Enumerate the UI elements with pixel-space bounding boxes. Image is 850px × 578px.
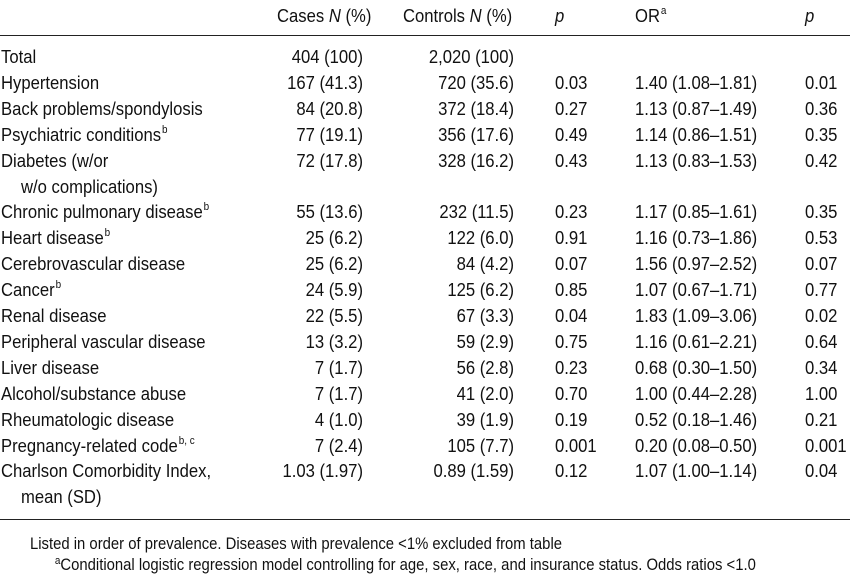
controls-cell: 720 (35.6) [438,71,514,93]
cases-cell: 24 (5.9) [305,279,363,301]
odds-ratio-cell: 1.16 (0.73–1.86) [635,227,758,249]
adjusted-p-value-cell: 0.02 [805,305,838,326]
adjusted-p-value-cell: 0.01 [805,71,838,93]
adjusted-p-value-cell: 0.42 [805,149,838,171]
adjusted-p-value-cell: 0.34 [805,356,838,378]
row-label: Liver disease [1,356,100,378]
row-label: Rheumatologic disease [1,408,175,430]
cases-cell: 1.03 (1.97) [282,460,363,482]
controls-cell: 39 (1.9) [456,408,514,430]
odds-ratio-cell: 1.83 (1.09–3.06) [635,305,758,326]
adjusted-p-value-cell: 0.77 [805,279,838,301]
odds-ratio-cell: 0.52 (0.18–1.46) [635,408,758,430]
cases-cell: 4 (1.0) [314,408,363,430]
controls-cell: 67 (3.3) [456,305,514,326]
odds-ratio-cell: 0.68 (0.30–1.50) [635,356,758,378]
controls-cell: 41 (2.0) [456,382,514,404]
p-value-cell: 0.001 [555,434,597,456]
odds-ratio-cell: 1.07 (1.00–1.14) [635,460,758,482]
p-value-cell: 0.85 [555,279,588,301]
p-value-cell: 0.49 [555,123,588,145]
adjusted-p-value-cell: 0.21 [805,408,838,430]
header-cases: Cases N (%) [277,5,372,26]
cases-cell: 167 (41.3) [287,71,363,93]
row-label: Heart disease$^b$ [1,227,111,249]
odds-ratio-cell: 0.20 (0.08–0.50) [635,434,758,456]
p-value-cell: 0.23 [555,201,588,223]
cases-cell: 77 (19.1) [296,123,363,145]
cases-cell: 404 (100) [291,46,363,67]
row-label: mean (SD) [21,486,102,508]
row-label: Total [1,46,37,67]
controls-cell: 59 (2.9) [456,330,514,352]
controls-cell: 56 (2.8) [456,356,514,378]
odds-ratio-cell: 1.13 (0.87–1.49) [635,97,758,119]
p-value-cell: 0.23 [555,356,588,378]
row-label: Renal disease [1,305,107,326]
odds-ratio-cell: 1.14 (0.86–1.51) [635,123,758,145]
controls-cell: 84 (4.2) [456,253,514,275]
adjusted-p-value-cell: 0.04 [805,460,838,482]
controls-cell: 232 (11.5) [439,201,514,223]
cases-cell: 13 (3.2) [305,330,363,352]
footnote-marker: b [104,227,111,240]
p-value-cell: 0.07 [555,253,588,275]
row-label: w/o complications) [21,175,158,197]
cases-cell: 7 (2.4) [314,434,363,456]
p-value-cell: 0.27 [555,97,588,119]
p-value-cell: 0.19 [555,408,588,430]
row-label: Chronic pulmonary disease$^b$ [1,201,210,223]
row-label: Peripheral vascular disease [1,330,206,352]
row-label: Cancer$^b$ [1,279,62,301]
footnote-marker: b [55,279,62,292]
p-value-cell: 0.12 [555,460,588,482]
controls-cell: 2,020 (100) [428,46,514,67]
controls-cell: 328 (16.2) [438,149,514,171]
footnote-marker: b [162,123,168,136]
header-odds-ratio: $OR^a$ [635,5,667,26]
p-value-cell: 0.04 [555,305,588,326]
adjusted-p-value-cell: 0.07 [805,253,838,275]
header-controls: Controls N (%) [403,5,513,26]
footnote-marker: b [203,201,210,214]
controls-cell: 0.89 (1.59) [433,460,514,482]
footnote-marker: b, c [178,434,195,447]
row-label: Charlson Comorbidity Index, [1,460,212,482]
adjusted-p-value-cell: 0.35 [805,123,838,145]
odds-ratio-cell: 1.13 (0.83–1.53) [635,149,758,171]
cases-cell: 55 (13.6) [296,201,363,223]
cases-cell: 84 (20.8) [296,97,363,119]
cases-cell: 7 (1.7) [314,356,363,378]
odds-ratio-cell: 1.00 (0.44–2.28) [635,382,758,404]
p-value-cell: 0.03 [555,71,588,93]
odds-ratio-cell: 1.40 (1.08–1.81) [635,71,758,93]
p-value-cell: 0.43 [555,149,588,171]
odds-ratio-cell: 1.07 (0.67–1.71) [635,279,758,301]
adjusted-p-value-cell: 0.36 [805,97,838,119]
p-value-cell: 0.70 [555,382,588,404]
adjusted-p-value-cell: 0.53 [805,227,838,249]
controls-cell: 125 (6.2) [447,279,514,301]
cases-cell: 7 (1.7) [314,382,363,404]
odds-ratio-cell: 1.56 (0.97–2.52) [635,253,758,275]
cases-cell: 25 (6.2) [305,227,363,249]
controls-cell: 122 (6.0) [447,227,514,249]
cases-cell: 25 (6.2) [305,253,363,275]
header-adjusted-p-value: p [805,5,815,26]
controls-cell: 356 (17.6) [438,123,514,145]
row-label: Hypertension [1,71,100,93]
footnote-prevalence: Listed in order of prevalence. Diseases with prevalence <1% excluded from table [30,535,563,553]
adjusted-p-value-cell: 0.35 [805,201,838,223]
row-label: Alcohol/substance abuse [1,382,187,404]
controls-cell: 372 (18.4) [438,97,514,119]
table-top-rule [0,35,850,36]
adjusted-p-value-cell: 0.64 [805,330,838,352]
row-label: Back problems/spondylosis [1,97,203,119]
cases-cell: 72 (17.8) [296,149,363,171]
p-value-cell: 0.75 [555,330,588,352]
adjusted-p-value-cell: 0.001 [805,434,847,456]
adjusted-p-value-cell: 1.00 [805,382,838,404]
footnote-a: $^a$Conditional logistic regression model controlling for age, sex, race, and insurance status. Odds ratios <1.0 [54,555,756,574]
table-bottom-rule [0,519,850,520]
row-label: Pregnancy-related code$^{b, c}$ [1,434,195,456]
odds-ratio-cell: 1.16 (0.61–2.21) [635,330,758,352]
p-value-cell: 0.91 [555,227,588,249]
controls-cell: 105 (7.7) [447,434,514,456]
cases-cell: 22 (5.5) [305,305,363,326]
odds-ratio-cell: 1.17 (0.85–1.61) [635,201,758,223]
row-label: Diabetes (w/or [1,149,109,171]
row-label: Cerebrovascular disease [1,253,186,275]
header-p-value: p [555,5,565,26]
row-label: Psychiatric conditions$^b$ [1,123,168,145]
